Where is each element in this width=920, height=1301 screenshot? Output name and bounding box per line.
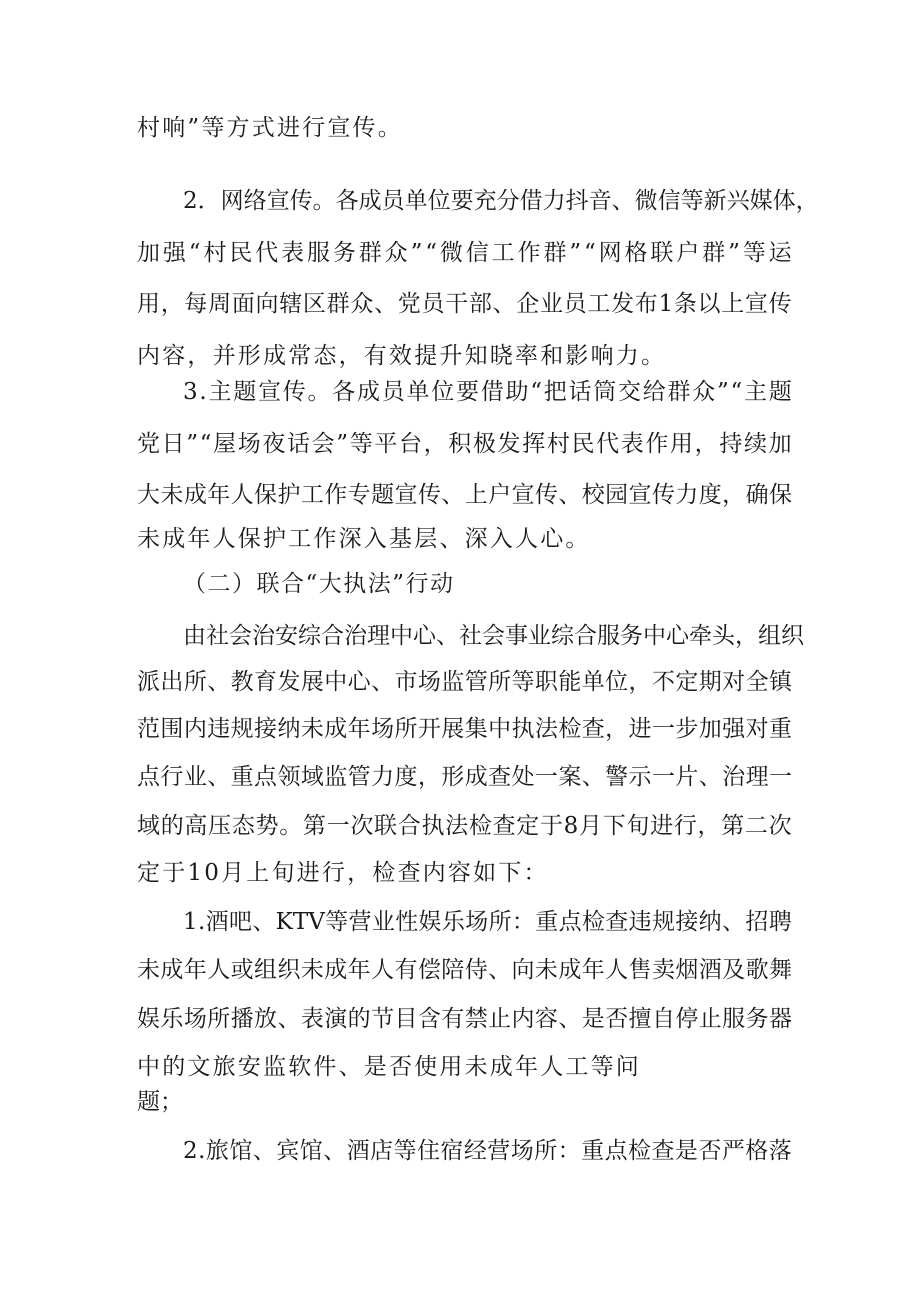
paragraph-line: 2 ． 网 络 宣 传 。 各 成 员 单 位 要 充 分 借 力 抖 音 、 微 信 等 新 兴 媒 体 ， <box>183 188 819 214</box>
section-heading: （二）联合“大执法”行动 <box>183 571 455 597</box>
text-line: 派 出 所 、 教 育 发 展 中 心 、 市 场 监 管 所 等 职 能 单 位 ， 不 定 期 对 全 镇 <box>137 669 792 695</box>
text-line: 范 围 内 违 规 接 纳 未 成 年 场 所 开 展 集 中 执 法 检 查 ， 进 一 步 加 强 对 重 <box>137 716 792 742</box>
text-line: 定于10月上旬进行，检查内容如下： <box>137 860 549 886</box>
text-line: 未成年人保护工作深入基层、深入人心。 <box>137 526 591 552</box>
paragraph-line: 2 . 旅 馆 、 宾 馆 、 酒 店 等 住 宿 经 营 场 所 ： 重 点 检 查 是 否 严 格 落 <box>183 1138 792 1164</box>
text-line: 用 ， 每 周 面 向 辖 区 群 众 、 党 员 干 部 、 企 业 员 工 发 布 1 条 以 上 宣 传 <box>137 291 792 317</box>
text-line: 娱 乐 场 所 播 放 、 表 演 的 节 目 含 有 禁 止 内 容 、 是 否 擅 自 停 止 服 务 器 <box>137 1006 792 1032</box>
text-line: 题； <box>137 1089 183 1115</box>
text-line: 未 成 年 人 或 组 织 未 成 年 人 有 偿 陪 侍 、 向 未 成 年 人 售 卖 烟 酒 及 歌 舞 <box>137 957 792 983</box>
text-line: 内容，并形成常态，有效提升知晓率和影响力。 <box>137 343 667 369</box>
paragraph-line: 3 . 主 题 宣 传 。 各 成 员 单 位 要 借 助 “ 把 话 筒 交 给 群 众 ” “ 主 题 <box>183 379 792 405</box>
text-line: 域 的 高 压 态 势 。 第 一 次 联 合 执 法 检 查 定 于 8 月 下 旬 进 行 ， 第 二 次 <box>137 813 792 839</box>
text-line: 党 日 ” “ 屋 场 夜 话 会 ” 等 平 台 ， 积 极 发 挥 村 民 代 表 作 用 ， 持 续 加 <box>137 431 792 457</box>
text-line: 中的文旅安监软件、是否使用未成年人工等问 <box>137 1054 641 1080</box>
text-line: 大 未 成 年 人 保 护 工 作 专 题 宣 传 、 上 户 宣 传 、 校 园 宣 传 力 度 ， 确 保 <box>137 482 792 508</box>
text-line: 村响”等方式进行宣传。 <box>137 115 403 141</box>
paragraph-line: 由 社 会 治 安 综 合 治 理 中 心 、 社 会 事 业 综 合 服 务 中 心 牵 头 ， 组 织 <box>183 623 804 649</box>
paragraph-line: 1 . 酒 吧 、 KTV 等 营 业 性 娱 乐 场 所 ： 重 点 检 查 违 规 接 纳 、 招 聘 <box>183 909 792 935</box>
text-line: 点 行 业 、 重 点 领 域 监 管 力 度 ， 形 成 查 处 一 案 、 警 示 一 片 、 治 理 一 <box>137 764 792 790</box>
text-line: 加 强 “ 村 民 代 表 服 务 群 众 ” “ 微 信 工 作 群 ” “ 网 格 联 户 群 ” 等 运 <box>137 240 792 266</box>
